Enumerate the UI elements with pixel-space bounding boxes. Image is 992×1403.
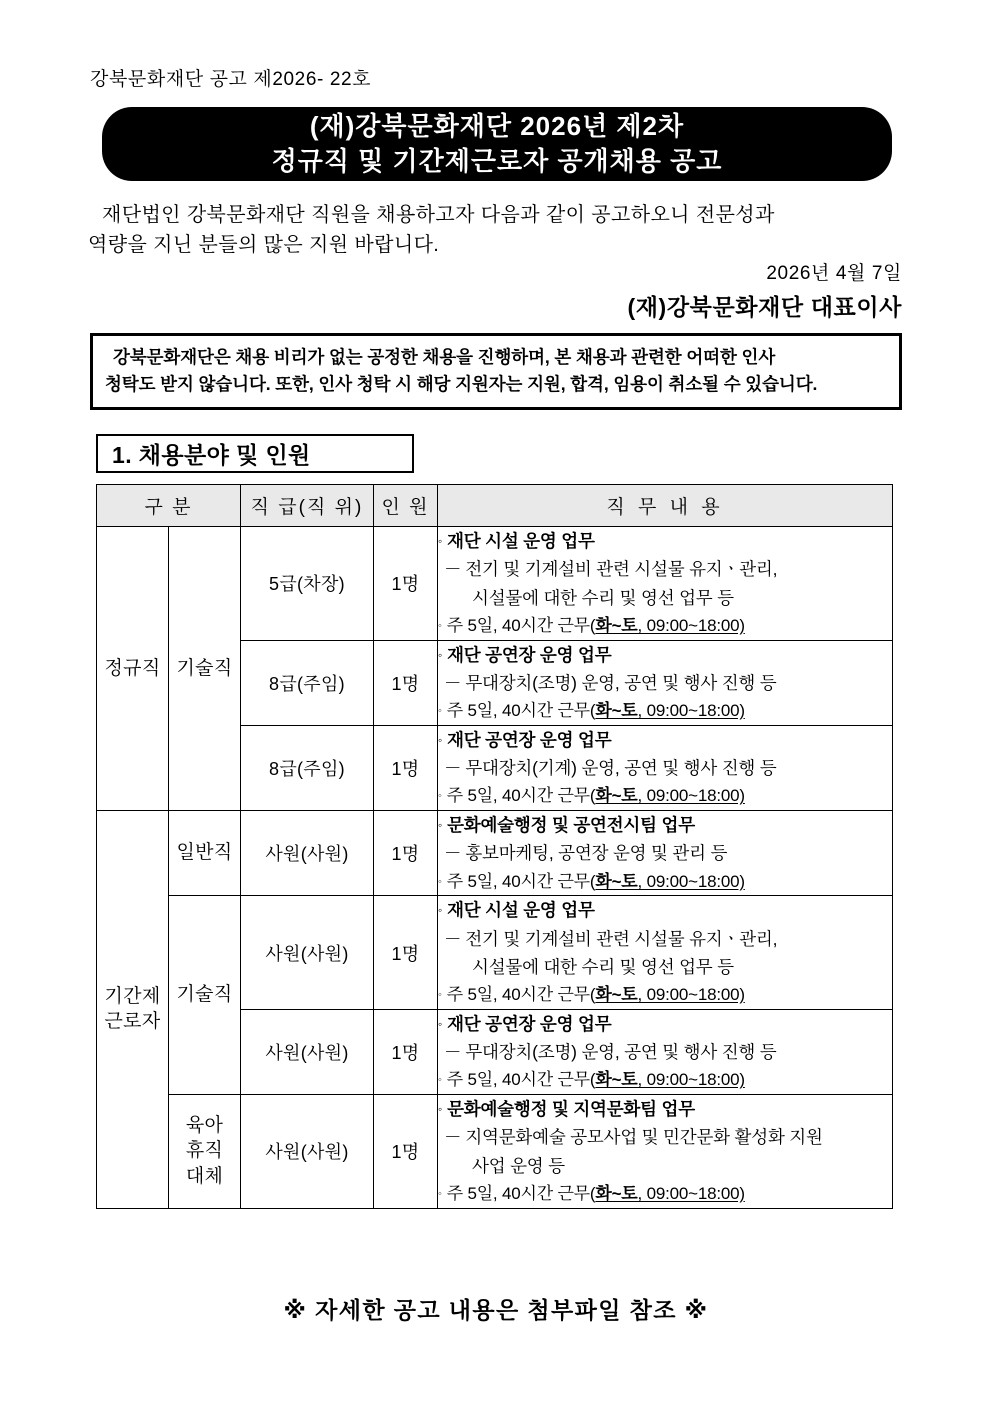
duty-heading: ◦ 문화예술행정 및 지역문화팀 업무 xyxy=(438,1099,695,1119)
title-banner xyxy=(102,107,892,181)
circle-bullet-icon: ◦ xyxy=(438,903,443,918)
circle-bullet-icon: ◦ xyxy=(438,647,443,662)
announcement-date: 2026년 4월 7일 xyxy=(766,263,902,284)
circle-bullet-icon: ◦ xyxy=(438,875,442,888)
duty-heading: ◦ 재단 공연장 운영 업무 xyxy=(438,644,612,665)
duty-work-hours: ◦ 주 5일, 40시간 근무(화~토, 09:00~18:00) xyxy=(438,701,745,721)
intro-paragraph xyxy=(88,200,918,260)
header-category: 구 분 xyxy=(97,485,241,527)
duty-heading: ◦ 문화예술행정 및 공연전시팀 업무 xyxy=(438,815,695,835)
category-fixed-term xyxy=(97,811,169,1209)
table-row xyxy=(97,1095,893,1209)
grade-cell: 사원(사원) xyxy=(241,1009,374,1094)
circle-bullet-icon: ◦ xyxy=(438,534,443,548)
section-heading-box xyxy=(96,434,414,473)
subcategory-technical-regular: 기술직 xyxy=(169,527,241,811)
grade-cell: 사원(사원) xyxy=(241,811,374,896)
duty-work-hours: ◦ 주 5일, 40시간 근무(화~토, 09:00~18:00) xyxy=(438,616,745,636)
header-count: 인 원 xyxy=(374,485,438,527)
subcategory-technical-fixed: 기술직 xyxy=(169,896,241,1095)
header-duty: 직 무 내 용 xyxy=(438,485,893,527)
notice-line-1: 강북문화재단은 채용 비리가 없는 공정한 채용을 진행하며, 본 채용과 관련한 어떠한 인사 xyxy=(113,347,776,367)
leave-l3: 대체 xyxy=(185,1166,224,1188)
dash-bullet-icon: － xyxy=(444,758,462,779)
signature-authority: (재)강북문화재단 대표이사 xyxy=(627,294,902,320)
count-cell: 1명 xyxy=(374,896,438,1010)
duty-heading: ◦ 재단 시설 운영 업무 xyxy=(438,900,595,921)
duty-heading: ◦ 재단 시설 운영 업무 xyxy=(438,531,595,551)
fair-hiring-notice-box xyxy=(90,333,902,410)
count-cell: 1명 xyxy=(374,1095,438,1209)
grade-cell: 사원(사원) xyxy=(241,896,374,1010)
document-number: 강북문화재단 공고 제2026- 22호 xyxy=(90,69,372,90)
duty-work-hours: ◦ 주 5일, 40시간 근무(화~토, 09:00~18:00) xyxy=(438,1184,745,1204)
dash-bullet-icon: － xyxy=(444,928,462,949)
duty-cell xyxy=(438,527,893,641)
table-row xyxy=(97,527,893,641)
leave-l2: 휴직 xyxy=(185,1140,224,1162)
footer-note: ※ 자세한 공고 내용은 첨부파일 참조 ※ xyxy=(283,1297,709,1323)
leave-l1: 육아 xyxy=(185,1114,224,1136)
duty-cell xyxy=(438,640,893,725)
dash-bullet-icon: － xyxy=(444,1127,462,1148)
count-cell: 1명 xyxy=(374,725,438,810)
duty-detail: － 무대장치(조명) 운영, 공연 및 행사 진행 등 xyxy=(444,1042,777,1063)
count-cell: 1명 xyxy=(374,811,438,896)
circle-bullet-icon: ◦ xyxy=(438,620,442,633)
subcategory-parental-leave-substitute xyxy=(169,1095,241,1209)
duty-heading: ◦ 재단 공연장 운영 업무 xyxy=(438,1013,612,1034)
circle-bullet-icon: ◦ xyxy=(438,790,442,803)
category-fixed-term-l2: 근로자 xyxy=(104,1011,161,1033)
circle-bullet-icon: ◦ xyxy=(438,1102,443,1116)
duty-detail: － 무대장치(조명) 운영, 공연 및 행사 진행 등 xyxy=(444,672,777,693)
count-cell: 1명 xyxy=(374,640,438,725)
grade-cell: 8급(주임) xyxy=(241,725,374,810)
category-fixed-term-l1: 기간제 xyxy=(104,985,161,1007)
duty-cell xyxy=(438,725,893,810)
duty-detail-continued: 시설물에 대한 수리 및 영선 업무 등 xyxy=(472,956,734,977)
table-header-row xyxy=(97,485,893,527)
dash-bullet-icon: － xyxy=(444,1042,462,1063)
recruitment-table xyxy=(96,484,893,1209)
circle-bullet-icon: ◦ xyxy=(438,989,442,1002)
grade-cell: 5급(차장) xyxy=(241,527,374,641)
duty-detail: － 무대장치(기계) 운영, 공연 및 행사 진행 등 xyxy=(444,758,777,779)
title-line-2: 정규직 및 기간제근로자 공개채용 공고 xyxy=(271,146,723,176)
table-row xyxy=(97,811,893,896)
circle-bullet-icon: ◦ xyxy=(438,818,443,832)
duty-heading: ◦ 재단 공연장 운영 업무 xyxy=(438,729,612,750)
grade-cell: 8급(주임) xyxy=(241,640,374,725)
count-cell: 1명 xyxy=(374,527,438,641)
intro-line-1: 재단법인 강북문화재단 직원을 채용하고자 다음과 같이 공고하오니 전문성과 xyxy=(102,204,775,226)
duty-detail: － 홍보마케팅, 공연장 운영 및 관리 등 xyxy=(444,843,728,864)
duty-work-hours: ◦ 주 5일, 40시간 근무(화~토, 09:00~18:00) xyxy=(438,871,745,891)
header-grade: 직 급(직 위) xyxy=(241,485,374,527)
recruitment-table-body xyxy=(97,527,893,1209)
circle-bullet-icon: ◦ xyxy=(438,705,442,718)
recruitment-table-wrapper xyxy=(96,484,892,1209)
duty-work-hours: ◦ 주 5일, 40시간 근무(화~토, 09:00~18:00) xyxy=(438,1070,745,1090)
duty-cell xyxy=(438,811,893,896)
circle-bullet-icon: ◦ xyxy=(438,1188,442,1201)
duty-cell xyxy=(438,1009,893,1094)
table-row xyxy=(97,896,893,1010)
duty-detail: － 지역문화예술 공모사업 및 민간문화 활성화 지원 xyxy=(444,1127,823,1148)
duty-cell xyxy=(438,1095,893,1209)
intro-line-2: 역량을 지닌 분들의 많은 지원 바랍니다. xyxy=(88,234,440,256)
duty-detail-continued: 사업 운영 등 xyxy=(472,1155,565,1176)
dash-bullet-icon: － xyxy=(444,843,462,864)
duty-work-hours: ◦ 주 5일, 40시간 근무(화~토, 09:00~18:00) xyxy=(438,786,745,806)
title-line-1: (재)강북문화재단 2026년 제2차 xyxy=(309,111,685,142)
dash-bullet-icon: － xyxy=(444,672,462,693)
circle-bullet-icon: ◦ xyxy=(438,1074,442,1087)
duty-work-hours: ◦ 주 5일, 40시간 근무(화~토, 09:00~18:00) xyxy=(438,985,745,1005)
circle-bullet-icon: ◦ xyxy=(438,1016,443,1031)
subcategory-general: 일반직 xyxy=(169,811,241,896)
duty-cell xyxy=(438,896,893,1010)
grade-cell: 사원(사원) xyxy=(241,1095,374,1209)
notice-line-2: 청탁도 받지 않습니다. 또한, 인사 청탁 시 해당 지원자는 지원, 합격, 임용이 취소될 수 있습니다. xyxy=(105,374,818,395)
count-cell: 1명 xyxy=(374,1009,438,1094)
circle-bullet-icon: ◦ xyxy=(438,732,443,747)
duty-detail: － 전기 및 기계설비 관련 시설물 유지ㆍ관리, xyxy=(444,928,778,949)
category-regular: 정규직 xyxy=(97,527,169,811)
section-heading-label: 1. 채용분야 및 인원 xyxy=(112,442,311,468)
duty-detail: － 전기 및 기계설비 관련 시설물 유지ㆍ관리, xyxy=(444,559,778,580)
duty-detail-continued: 시설물에 대한 수리 및 영선 업무 등 xyxy=(472,587,734,608)
dash-bullet-icon: － xyxy=(444,559,462,580)
